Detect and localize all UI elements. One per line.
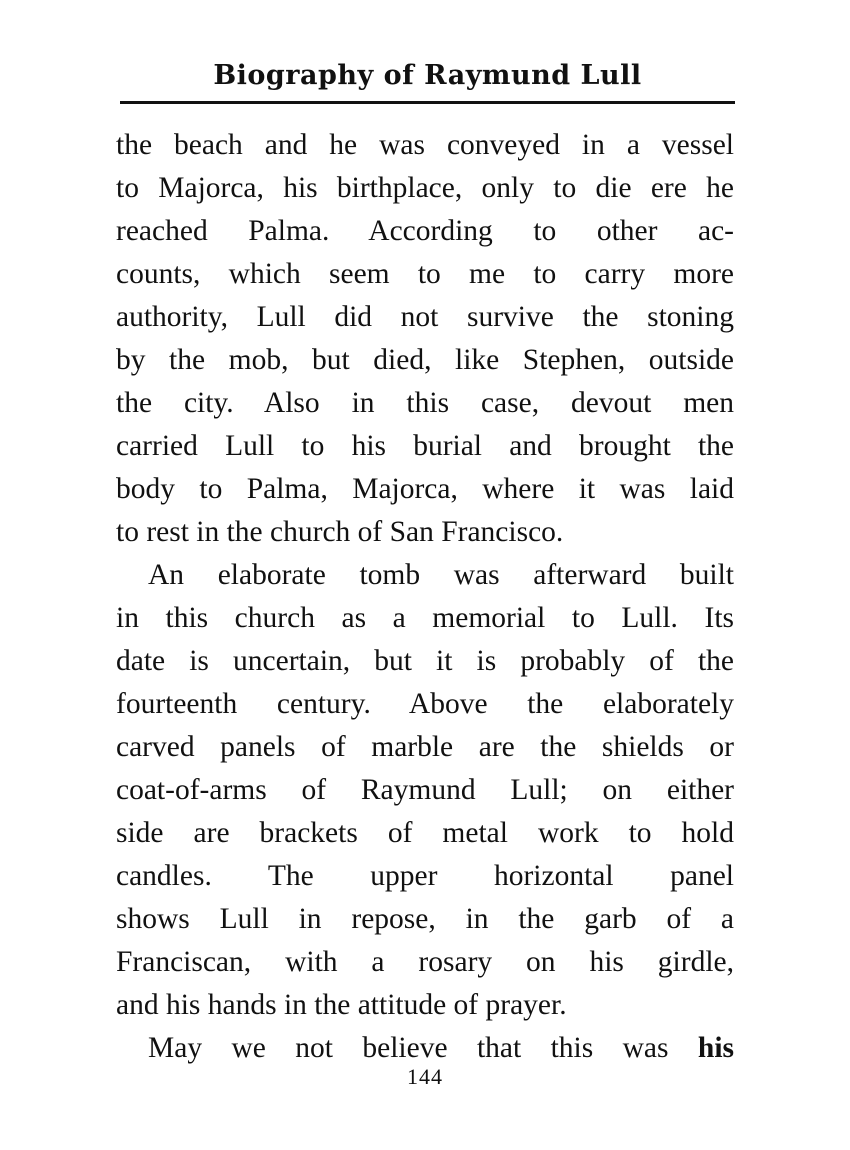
text-line: authority, Lull did not survive the stoning — [116, 301, 734, 333]
text-line: candles. The upper horizontal panel — [116, 860, 734, 892]
body-text — [116, 124, 734, 1070]
text-line: An elaborate tomb was afterward built — [148, 559, 734, 591]
paragraph-2 — [116, 554, 734, 1027]
text-line: Franciscan, with a rosary on his girdle, — [116, 946, 734, 978]
text-line: side are brackets of metal work to hold — [116, 817, 734, 849]
text-line: by the mob, but died, like Stephen, outside — [116, 344, 734, 376]
text-line: date is uncertain, but it is probably of the — [116, 645, 734, 677]
text-line: carved panels of marble are the shields or — [116, 731, 734, 763]
text-line: and his hands in the attitude of prayer. — [116, 989, 567, 1021]
text-line-bold-word: his — [697, 1032, 734, 1064]
running-head: Biography of Raymund Lull — [213, 60, 642, 91]
text-line: shows Lull in repose, in the garb of a — [116, 903, 734, 935]
text-line: in this church as a memorial to Lull. Its — [116, 602, 734, 634]
text-line: carried Lull to his burial and brought the — [116, 430, 734, 462]
text-line: fourteenth century. Above the elaborately — [116, 688, 734, 720]
page-header — [120, 56, 735, 100]
text-line: counts, which seem to me to carry more — [116, 258, 734, 290]
header-rule — [120, 101, 735, 104]
text-line-main: May we not believe that this was — [148, 1032, 669, 1064]
text-line: to Majorca, his birthplace, only to die ere he — [116, 172, 734, 204]
text-line: the beach and he was conveyed in a vessel — [116, 129, 734, 161]
text-line: reached Palma. According to other ac- — [116, 215, 734, 247]
text-line: to rest in the church of San Francisco. — [116, 516, 564, 548]
paragraph-1 — [116, 124, 734, 554]
text-line: coat-of-arms of Raymund Lull; on either — [116, 774, 734, 806]
text-line: body to Palma, Majorca, where it was laid — [116, 473, 734, 505]
page-number: 144 — [407, 1064, 443, 1089]
text-line: the city. Also in this case, devout men — [116, 387, 734, 419]
